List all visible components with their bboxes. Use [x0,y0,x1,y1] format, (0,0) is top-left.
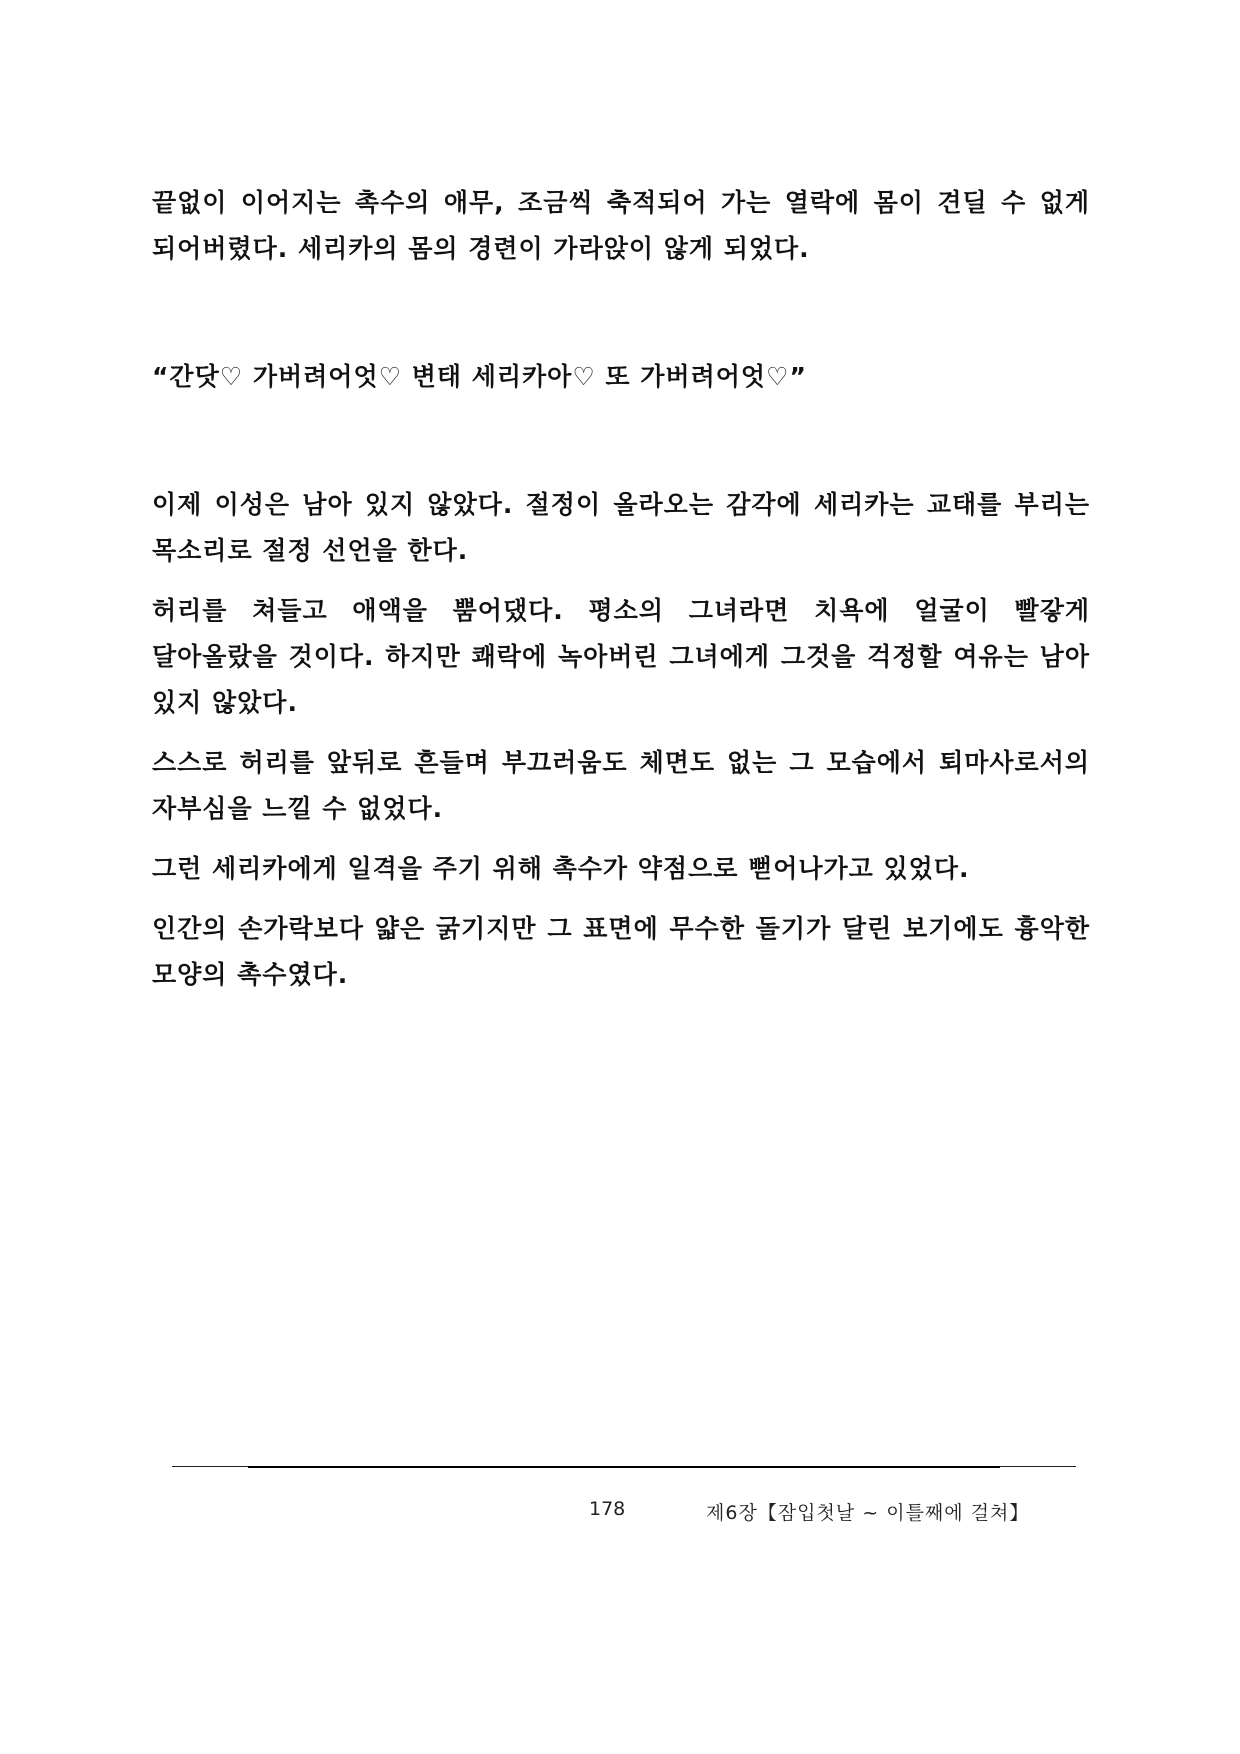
chapter-title: 제6장【잠입첫날 ~ 이틀째에 걸쳐】 [706,1502,1030,1524]
paragraph-1: 끝없이 이어지는 촉수의 애무, 조금씩 축적되어 가는 열락에 몸이 견딜 수 없게 되어버렸다. 세리카의 몸의 경련이 가라앉이 않게 되었다. [152,188,1090,263]
paragraph-5: 스스로 허리를 앞뒤로 흔들며 부끄러움도 체면도 없는 그 모습에서 퇴마사로서의 자부심을 느낄 수 없었다. [152,748,1090,823]
body-text [152,180,1090,998]
paragraph-6: 그런 세리카에게 일격을 주기 위해 촉수가 약점으로 뻗어나가고 있었다. [152,854,970,883]
paragraph-3: 이제 이성은 남아 있지 않았다. 절정이 올라오는 감각에 세리카는 교태를 부리는 목소리로 절정 선언을 한다. [152,490,1090,565]
page-footer [0,1498,1240,1528]
dialogue-line: “간닷♡ 가버려어엇♡ 변태 세리카아♡ 또 가버려어엇♡” [152,362,807,391]
footer-rule-accent [248,1466,1000,1468]
paragraph-7: 인간의 손가락보다 얇은 굵기지만 그 표면에 무수한 돌기가 달린 보기에도 흉악한 모양의 촉수였다. [152,914,1090,989]
paragraph-4: 허리를 쳐들고 애액을 뿜어댔다. 평소의 그녀라면 치욕에 얼굴이 빨갛게 달아올랐을 것이다. 하지만 쾌락에 녹아버린 그녀에게 그것을 걱정할 여유는 남아 있지 않았다. [152,596,1090,717]
page-number: 178 [589,1498,626,1520]
